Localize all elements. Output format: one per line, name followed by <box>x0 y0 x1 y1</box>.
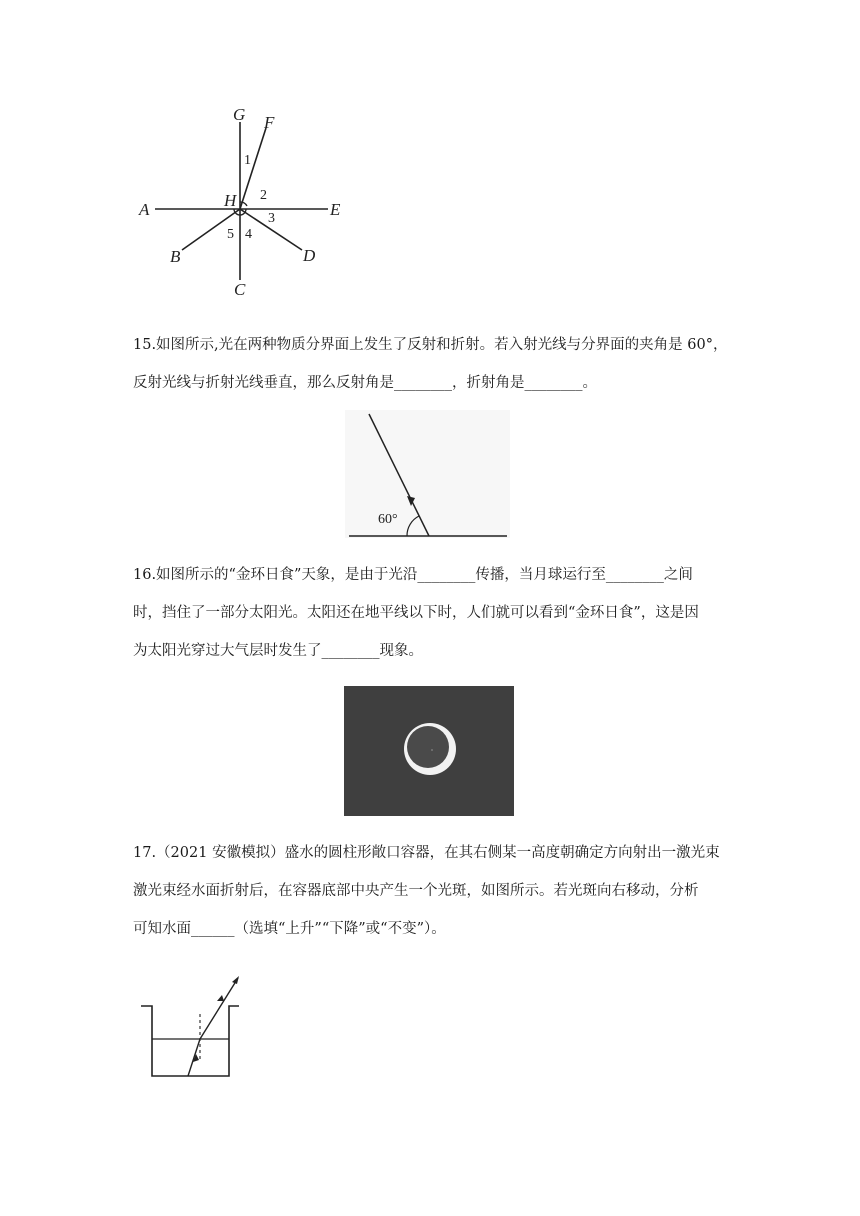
point-label-f: F <box>264 113 275 132</box>
q17-line-1: 17.（2021 安徽模拟）盛水的圆柱形敞口容器，在其右侧某一高度朝确定方向射出一激光束 <box>133 845 720 861</box>
point-label-a: A <box>139 200 150 219</box>
point-label-h: H <box>224 191 237 210</box>
angle-label-1: 1 <box>244 153 251 168</box>
q15-line-2: 反射光线与折射光线垂直，那么反射角是________，折射角是________。 <box>133 375 597 391</box>
incident-ray-figure <box>345 410 515 540</box>
question-15 <box>133 326 743 402</box>
point-label-g: G <box>233 105 246 124</box>
angle-label-5: 5 <box>227 227 234 242</box>
point-label-d: D <box>303 246 316 265</box>
q15-line-1: 15.如图所示,光在两种物质分界面上发生了反射和折射。若入射光线与分界面的夹角是 60°， <box>133 337 728 353</box>
angle-diagram-figure <box>130 100 360 300</box>
angle-label-3: 3 <box>268 211 275 226</box>
q17-line-2: 激光束经水面折射后，在容器底部中央产生一个光斑，如图所示。若光斑向右移动，分析 <box>133 883 699 899</box>
q17-line-3: 可知水面______（选填“上升”“下降”或“不变”）。 <box>133 921 446 937</box>
angle-label-2: 2 <box>260 188 267 203</box>
q16-line-2: 时，挡住了一部分太阳光。太阳还在地平线以下时，人们就可以看到“金环日食”，这是因 <box>133 605 699 621</box>
question-17 <box>133 834 743 948</box>
container-refraction-figure <box>135 970 255 1082</box>
annular-eclipse-image <box>344 686 514 816</box>
point-label-e: E <box>330 200 341 219</box>
angle-60-label: 60° <box>378 512 398 527</box>
angle-label-4: 4 <box>245 227 252 242</box>
point-label-c: C <box>234 280 246 299</box>
question-16 <box>133 556 743 670</box>
point-label-b: B <box>170 247 181 266</box>
q16-line-1: 16.如图所示的“金环日食”天象，是由于光沿________传播，当月球运行至________之间 <box>133 567 693 583</box>
q16-line-3: 为太阳光穿过大气层时发生了________现象。 <box>133 643 423 659</box>
